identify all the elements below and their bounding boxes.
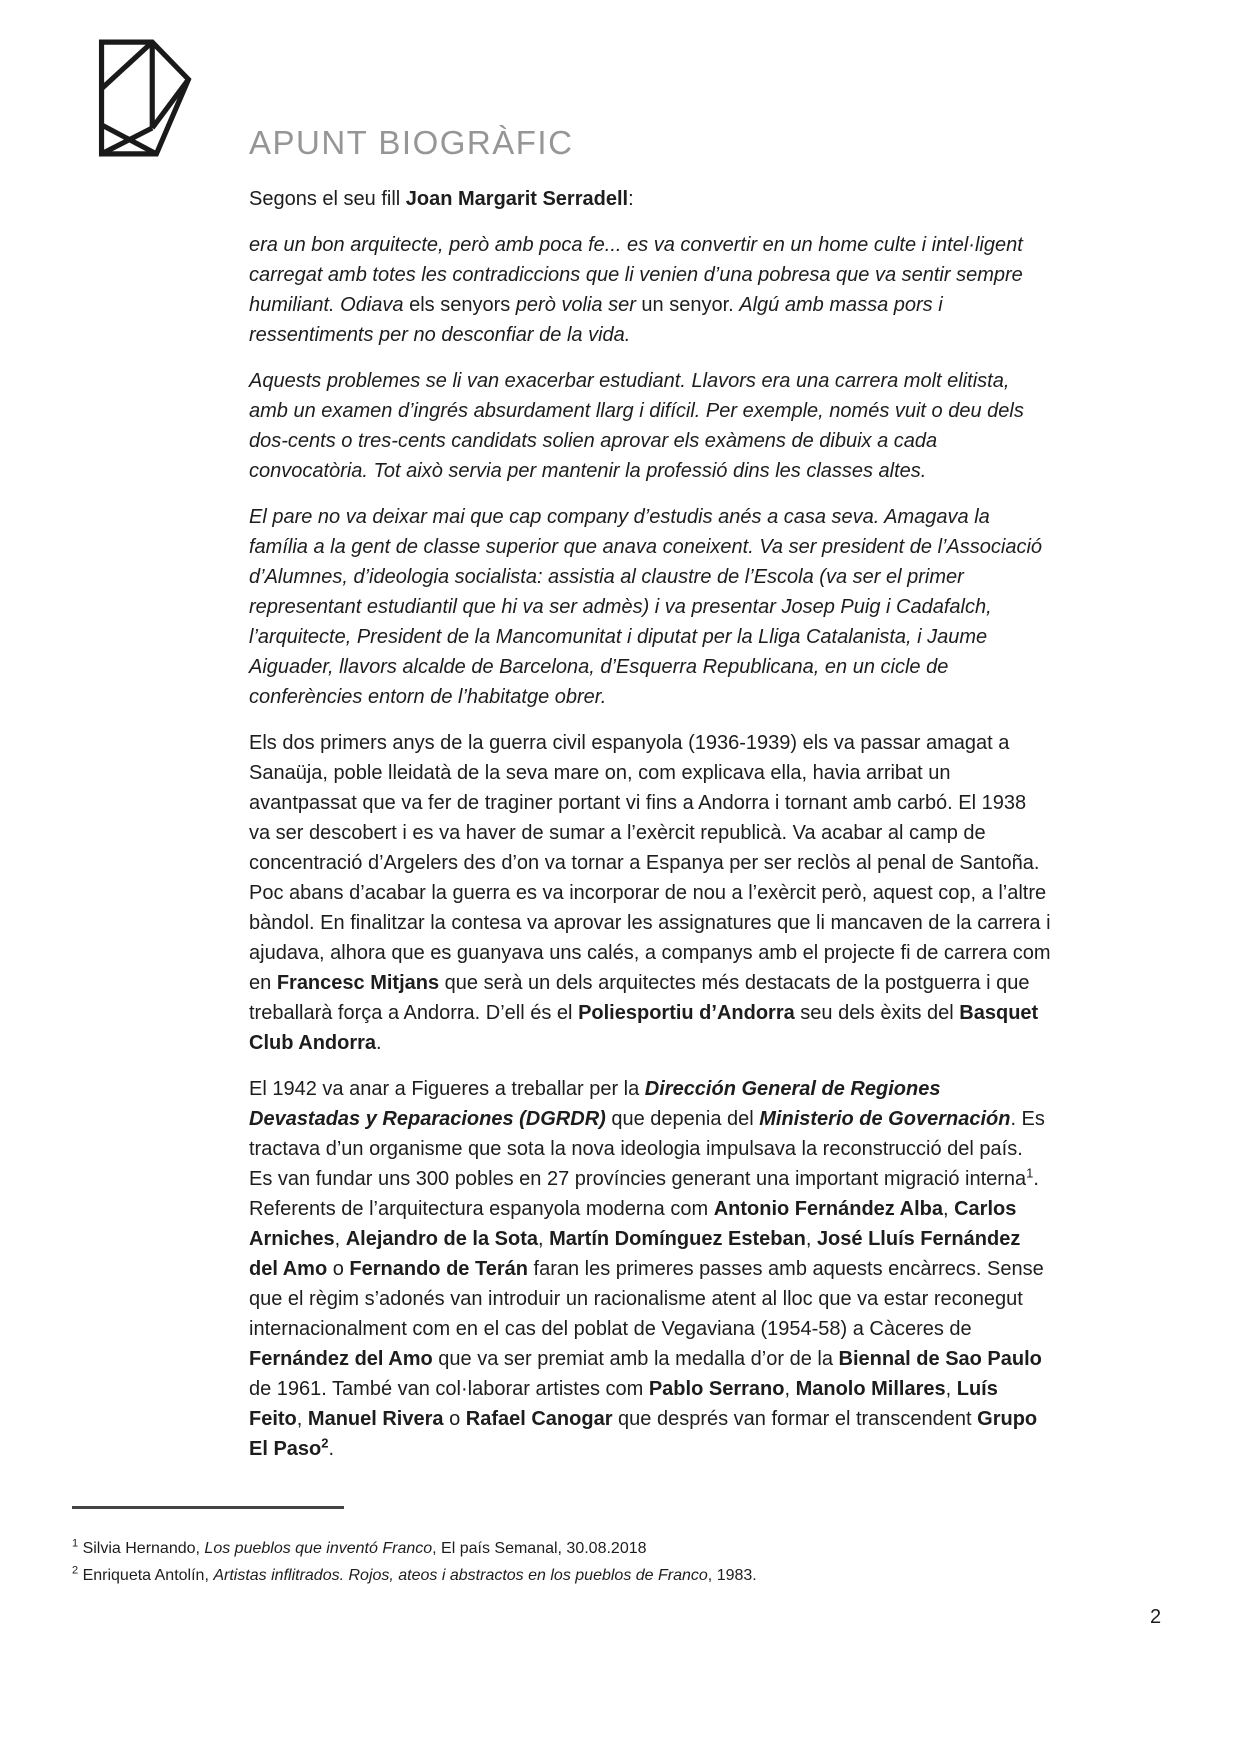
page-heading: APUNT BIOGRÀFIC <box>249 124 574 161</box>
logo <box>95 38 195 158</box>
paragraph-dgrdr: El 1942 va anar a Figueres a treballar per la Dirección General de Regiones Devastadas y Reparaciones (DGRDR) que depenia del Ministerio de Governación. Es tractava d’un organisme que sota la nova ideologia impulsava la reconstrucció del país. Es van fundar uns 300 pobles en 27 províncies generant una important migració interna$^1$. Referents de l’arquitectura espanyola moderna com Antonio Fernández Alba, Carlos Arniches, Alejandro de la Sota, Martín Domínguez Esteban, José Lluís Fernández del Amo o Fernando de Terán faran les primeres passes amb aquests encàrrecs. Sense que el règim s’adonés van introduir un racionalisme atent al lloc que va estar reconegut internacionalment com en el cas del poblat de Vegaviana (1954-58) a Càceres de Fernández del Amo que va ser premiat amb la medalla d’or de la Biennal de Sao Paulo de 1961. També van col·laborar artistes com Pablo Serrano, Manolo Millares, Luís Feito, Manuel Rivera o Rafael Canogar que després van formar el transcendent Grupo El Paso$^2$. <box>249 1078 1045 1460</box>
footnote-1: $^1$ Silvia Hernando, Los pueblos que inventó Franco, El país Semanal, 30.08.2018 <box>72 1537 647 1557</box>
paragraph-quote-3: El pare no va deixar mai que cap company d’estudis anés a casa seva. Amagava la família a la gent de classe superior que anava coneixent. Va ser president de l’Associació d’Alumnes, d’ideologia socialista: assistia al claustre de l’Escola (va ser el primer representant estudiantil que hi va ser admès) i va presentar Josep Puig i Cadafalch, l’arquitecte, President de la Mancomunitat i diputat per la Lliga Catalanista, i Jaume Aiguader, llavors alcalde de Barcelona, d’Esquerra Republicana, en un cicle de conferències entorn de l’habitatge obrer. <box>249 506 1043 708</box>
footnote-separator <box>72 1506 344 1509</box>
paragraph-war-years: Els dos primers anys de la guerra civil espanyola (1936-1939) els va passar amagat a Sanaüja, poble lleidatà de la seva mare on, com explicava ella, havia arribat un avantpassat que va fer de traginer portant vi fins a Andorra i tornant amb carbó. El 1938 va ser descobert i es va haver de sumar a l’exèrcit republicà. Va acabar al camp de concentració d’Argelers des d’on va tornar a Espanya per ser reclòs al penal de Santoña. Poc abans d’acabar la guerra es va incorporar de nou a l’exèrcit però, aquest cop, a l’altre bàndol. En finalitzar la contesa va aprovar les assignatures que li mancaven de la carrera i ajudava, alhora que es guanyava uns calés, a companys amb el projecte fi de carrera com en Francesc Mitjans que serà un dels arquitectes més destacats de la postguerra i que treballarà força a Andorra. D’ell és el Poliesportiu d’Andorra seu dels èxits del Basquet Club Andorra. <box>249 732 1051 1054</box>
paragraph-intro: Segons el seu fill Joan Margarit Serradell: <box>249 188 634 210</box>
geometric-logo-icon <box>95 38 195 158</box>
footnote-2: $^2$ Enriqueta Antolín, Artistas inflitrados. Rojos, ateos i abstractos en los pueblos de Franco, 1983. <box>72 1564 757 1584</box>
page-number: 2 <box>1150 1606 1162 1628</box>
paragraph-quote-1: era un bon arquitecte, però amb poca fe... es va convertir en un home culte i intel·ligent carregat amb totes les contradiccions que li venien d’una pobresa que va sentir sempre humiliant. Odiava els senyors però volia ser un senyor. Algú amb massa pors i ressentiments per no desconfiar de la vida. <box>249 234 1023 346</box>
paragraph-quote-2: Aquests problemes se li van exacerbar estudiant. Llavors era una carrera molt elitista, amb un examen d’ingrés absurdament llarg i difícil. Per exemple, només vuit o deu dels dos-cents o tres-cents candidats solien aprovar els exàmens de dibuix a cada convocatòria. Tot això servia per mantenir la professió dins les classes altes. <box>249 370 1024 482</box>
document-body <box>249 184 1051 1480</box>
footnotes-section <box>72 1506 1172 1589</box>
